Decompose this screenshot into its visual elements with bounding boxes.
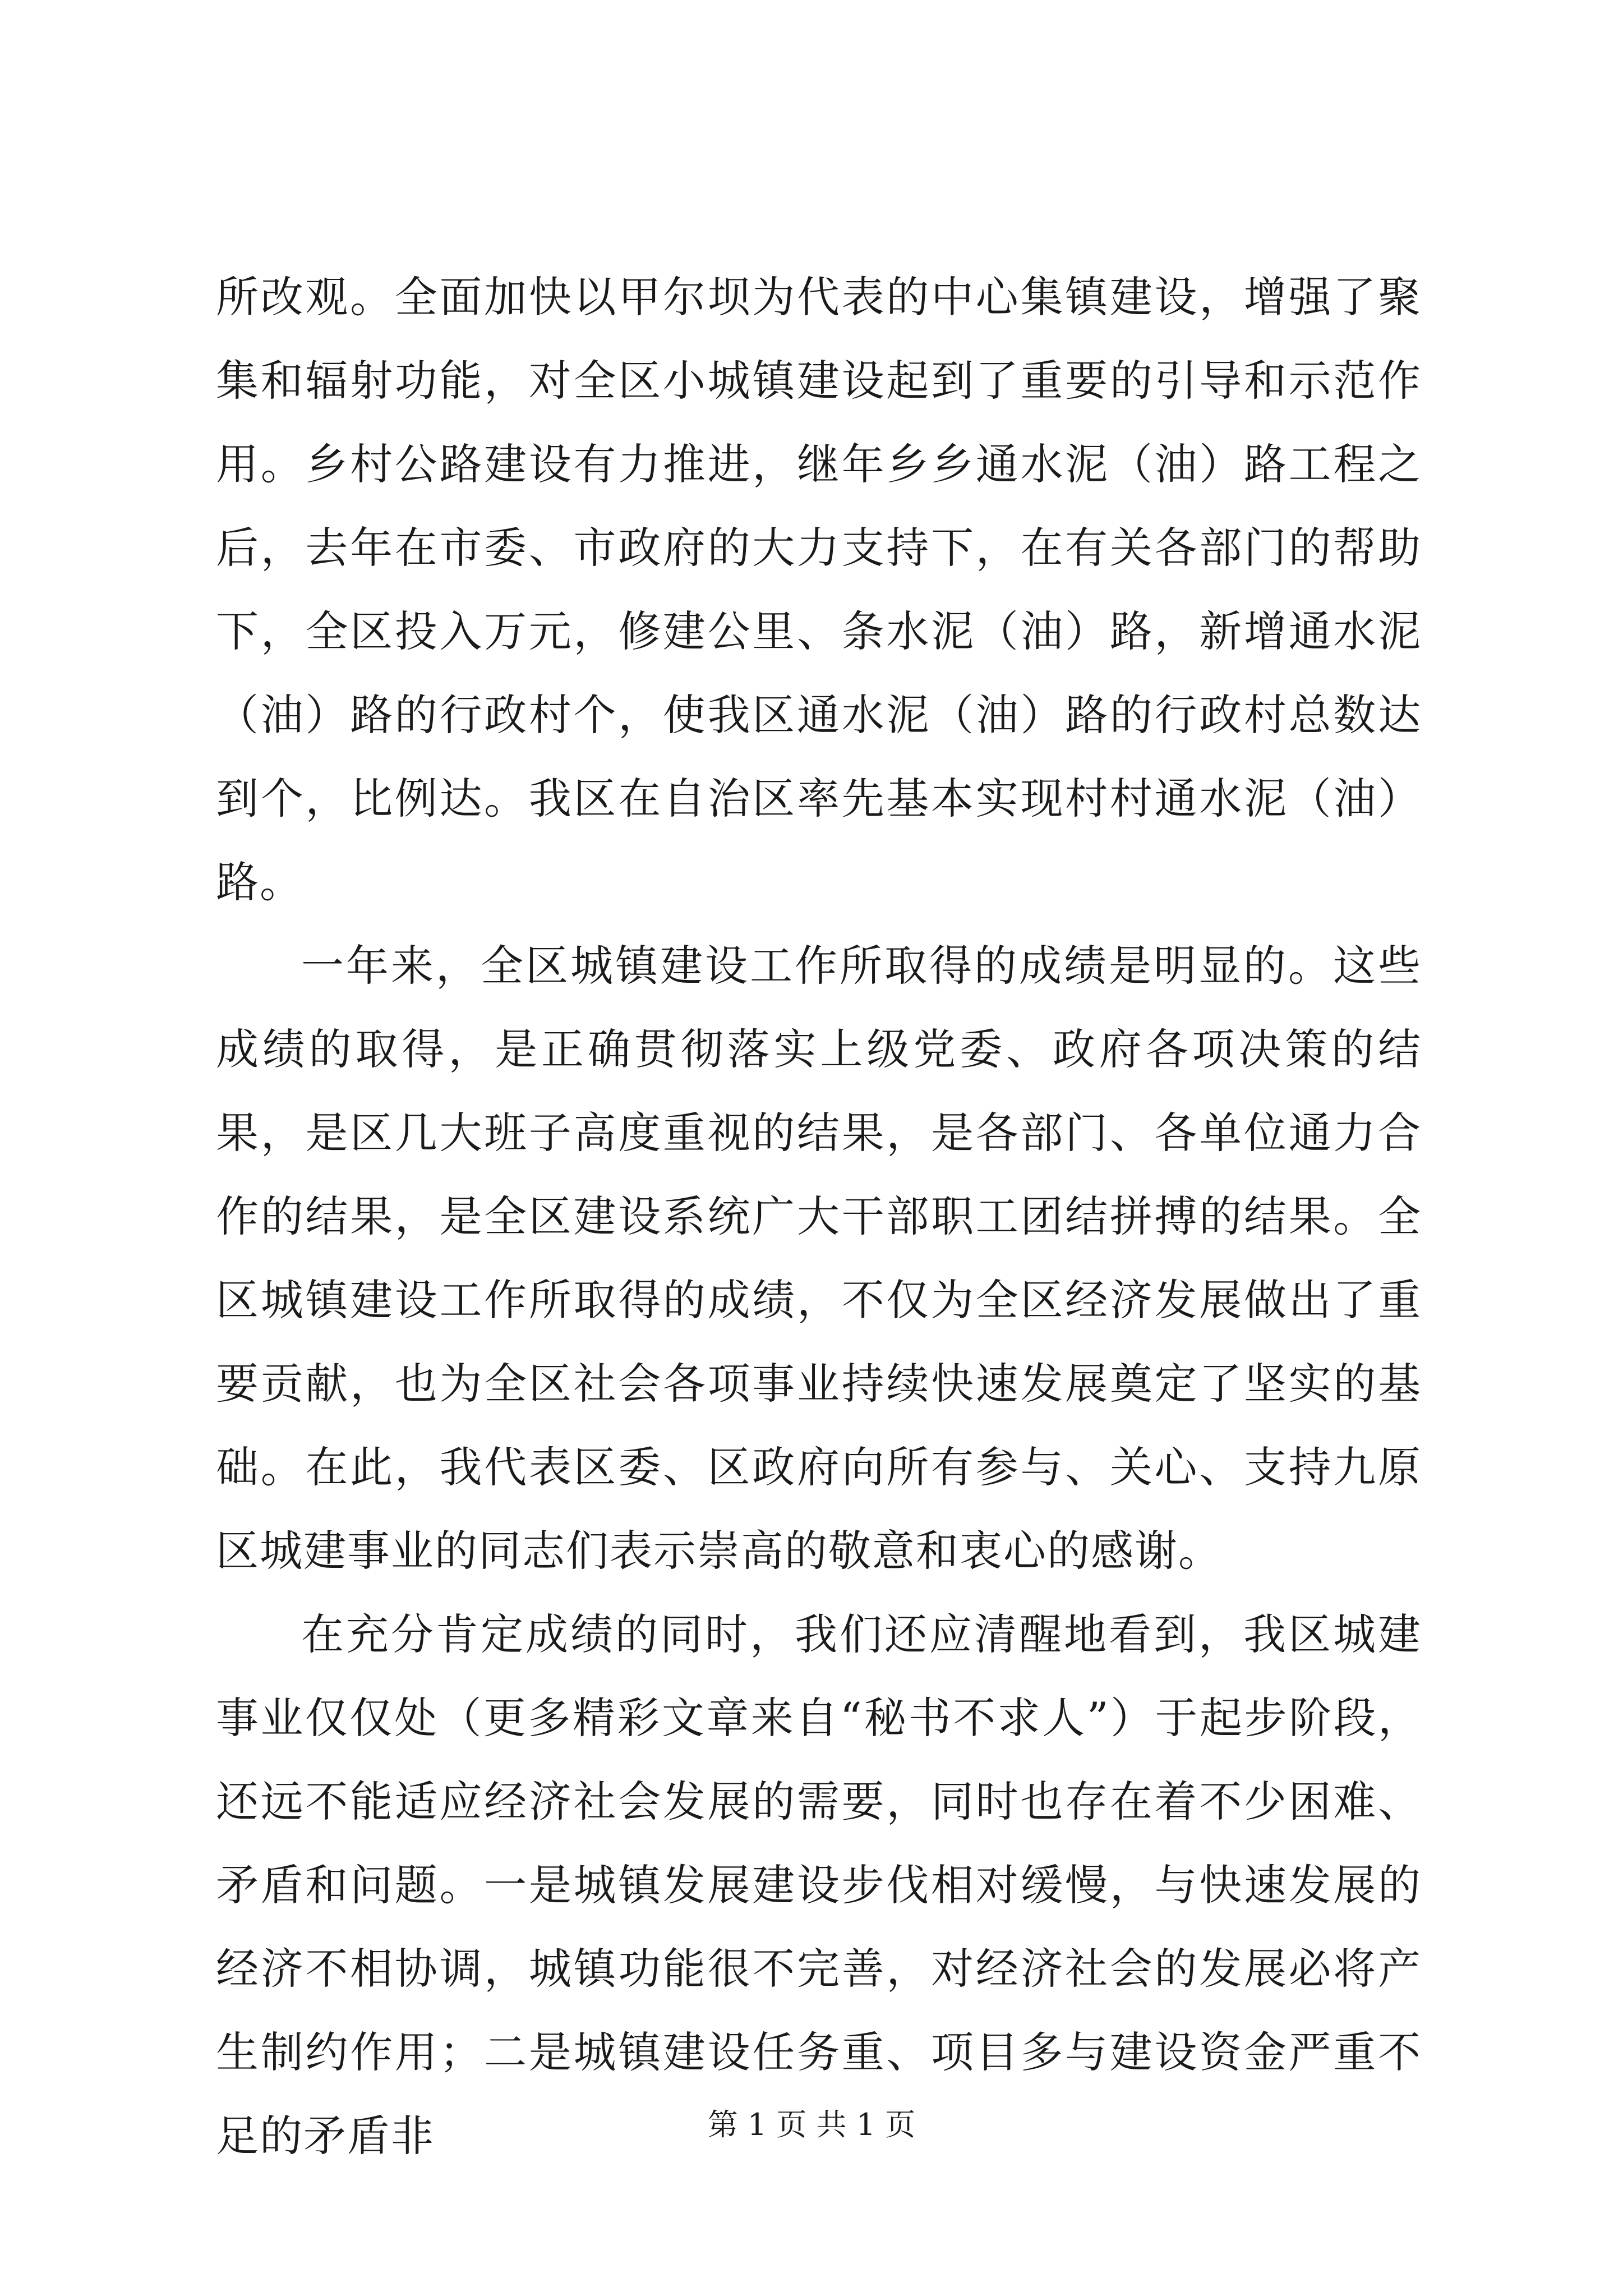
page-number-label: 第 1 页 共 1 页 (707, 2107, 916, 2142)
paragraph-2: 一年来，全区城镇建设工作所取得的成绩是明显的。这些成绩的取得，是正确贯彻落实上级党委、政府各项决策的结果，是区几大班子高度重视的结果，是各部门、各单位通力合作的结果，是全区建设系统广大干部职工团结拼搏的结果。全区城镇建设工作所取得的成绩，不仅为全区经济发展做出了重要贡献，也为全区社会各项事业持续快速发展奠定了坚实的基础。在此，我代表区委、区政府向所有参与、关心、支持九原区城建事业的同志们表示崇高的敬意和衷心的感谢。 (216, 941, 1422, 1576)
paragraph-3: 在充分肯定成绩的同时，我们还应清醒地看到，我区城建事业仅仅处（更多精彩文章来自“秘书不求人”）于起步阶段，还远不能适应经济社会发展的需要，同时也存在着不少困难、矛盾和问题。一是城镇发展建设步伐相对缓慢，与快速发展的经济不相协调，城镇功能很不完善，对经济社会的发展必将产生制约作用；二是城镇建设任务重、项目多与建设资金严重不足的矛盾非 (216, 1609, 1422, 2161)
document-body (216, 255, 1422, 2178)
paragraph-1: 所改观。全面加快以甲尔坝为代表的中心集镇建设，增强了聚集和辐射功能，对全区小城镇建设起到了重要的引导和示范作用。乡村公路建设有力推进，继年乡乡通水泥（油）路工程之后，去年在市委、市政府的大力支持下，在有关各部门的帮助下，全区投入万元，修建公里、条水泥（油）路，新增通水泥（油）路的行政村个，使我区通水泥（油）路的行政村总数达到个，比例达。我区在自治区率先基本实现村村通水泥（油）路。 (216, 272, 1422, 907)
page-footer (0, 2101, 1623, 2144)
